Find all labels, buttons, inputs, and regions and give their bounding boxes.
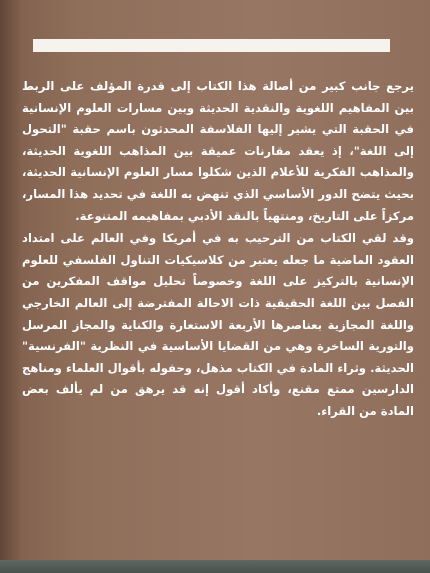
background-surface (0, 560, 430, 573)
page-edge-shadow (0, 0, 22, 573)
blurb-paragraph-2: وقد لقي الكتاب من الترحيب به في أمريكا وفي العالم على امتداد العقود الماضية ما جعله يعتبر من كلاسيكيات التناول الفلسفي للعلوم الإنسانية بالتركيز على اللغة وخصوصاً تحليل مواقف المفكرين من الفصل بين اللغة الحقيقية ذات الاحالة المفترضة إلى العالم الخارجي واللغة المجازية بعناصرها الأربعة الاستعارة والكناية والمجاز المرسل والتورية الساخرة وهي من القضايا الأساسية في النظرية "الفرنسية" الحديثة. وثراء المادة في الكتاب مذهل، وحفوله بأقوال العلماء ومناهج الدارسين ممتع مقنع، وأكاد أقول إنه قد يرهق من لم يألف بعض المادة من القراء. (22, 231, 414, 418)
cover-blurb (22, 76, 414, 424)
decorative-white-bar (33, 39, 390, 52)
blurb-paragraph-1: يرجع جانب كبير من أصالة هذا الكتاب إلى قدرة المؤلف على الربط بين المفاهيم اللغوية والنقدية الحديثة وبين مسارات العلوم الإنسانية في الحقبة التي يشير إليها الفلاسفة المحدثون باسم حقبة "التحول إلى اللغة"، إذ يعقد مقارنات عميقة بين المذاهب اللغوية الحديثة، والمذاهب الفكرية للأعلام الذين شكلوا مسار العلوم الإنسانية الحديثة، بحيث يتضح الدور الأساسي الذي تنهض به اللغة في تحديد هذا المسار، مركزاً على التاريخ، ومنتهياً بالنقد الأدبي بمفاهيمه المتنوعة. (22, 79, 414, 223)
